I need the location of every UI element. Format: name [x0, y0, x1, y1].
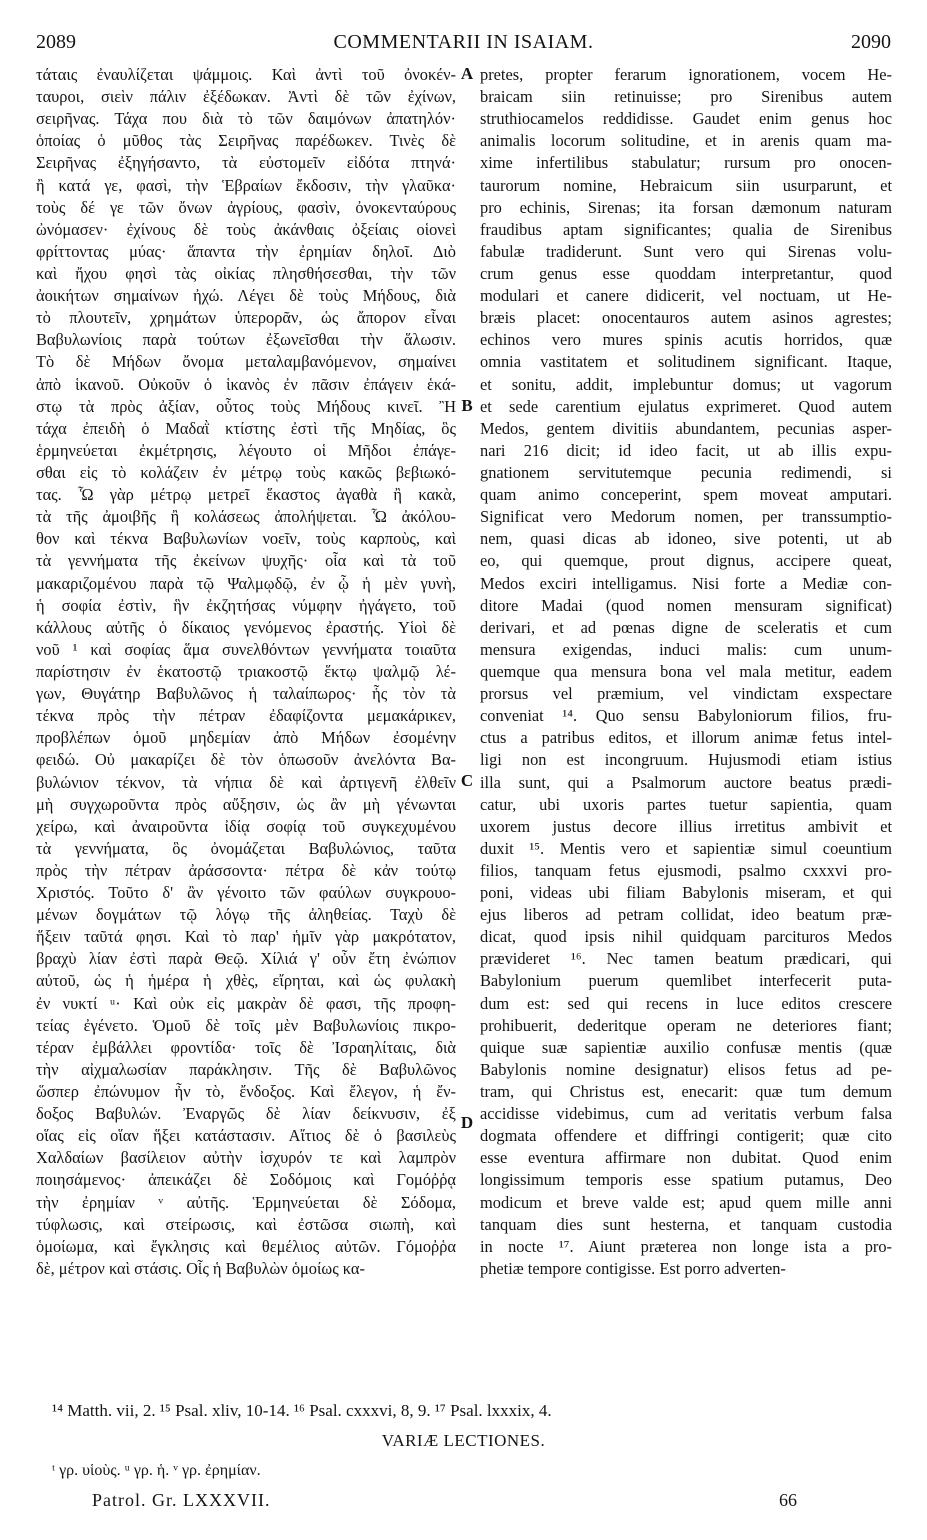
latin-text-line: esse eventura affirmare non dubitat. Quod enim [480, 1148, 892, 1168]
greek-text-line: τέκνα πρὸς τὴν πέτραν ἐδαφίζοντα μεμακάρικεν, [36, 706, 456, 726]
latin-text-line: et sede carentium ejulatus exprimeret. Quod autem [480, 396, 892, 416]
latin-text-line: phetiæ tempore contigisse. Est porro adverten- [480, 1258, 786, 1278]
greek-text-line: Βαβυλωνίοις παρὰ τούτων ἐξωνεῖσθαι τὴν ἅλωσιν. [36, 330, 456, 350]
greek-text-line: ἑρμηνεύεται ἐκμέτρησις, λέγουτο οἱ Μῆδοι ἐπάγε- [36, 440, 456, 460]
latin-text-line: quam animo conceperint, spem moveat amputari. [480, 485, 892, 505]
latin-text-line: poni, videas ubi filiam Babylonis miseram, et qui [480, 883, 892, 903]
greek-text-line: γων, Θυγάτηρ Βαβυλῶνος ἡ ταλαίπωρος· ἧς τὸν τὰ [36, 684, 456, 704]
sheet-number: 66 [779, 1490, 797, 1510]
latin-text-line: dum est: sed qui recens in luce editos crescere [480, 993, 892, 1013]
greek-text-line: ἥξειν ταῦτά φησι. Καὶ τὸ παρ' ἡμῖν γὰρ μακρότατον, [36, 927, 456, 947]
greek-text-line: μένων δογμάτων τῷ λόγῳ τῆς ἀληθείας. Ταχὺ δὲ [36, 905, 456, 925]
greek-text-line: τοὺς δέ γε τῶν ὄνων ἀγρίους, φασὶν, ὀνοκενταύρους [36, 197, 456, 217]
latin-text-line: uxorem justus decore illius irretitus ambivit et [480, 816, 892, 836]
latin-text-line: Significat vero Medorum nomen, per transsumptio- [480, 507, 892, 527]
greek-text-line: ταυροι, σιεὶν πάλιν ἐξέδωκαν. Ἀντὶ δὲ τῶν ἐχίνων, [36, 87, 456, 107]
latin-text-line: ligi non est incongruum. Hujusmodi etiam istius [480, 750, 892, 770]
latin-text-line: fraudibus aptam significantes; qualia de Sirenibus [480, 219, 892, 239]
latin-text-line: catur, ubi uxoris partes tuetur sapientia, quam [480, 794, 892, 814]
patrologia-signature: Patrol. Gr. LXXXVII. [92, 1490, 271, 1510]
greek-text-line: σθαι εἰς τὸ κολάζειν ἐν μέτρῳ τοὺς κακῶς βεβιωκό- [36, 462, 456, 482]
greek-text-line: τας. Ὧ γὰρ μέτρῳ μετρεῖ ἕκαστος ἀγαθὰ ἢ κακὰ, [36, 485, 456, 505]
greek-text-line: ἢ κατά γε, φασὶ, τὴν Ἑβραίων ἔκδοσιν, τὴν γλαῦκα· [36, 175, 456, 195]
latin-text-line: ditore Madai (quod nomen mensuram significat) [480, 595, 892, 615]
greek-text-line: βραχὺ λίαν ἐστὶ παρὰ Θεῷ. Χίλιά γ' οὖν ἔτη ἐνώπιον [36, 949, 456, 969]
greek-text-line: τὰ γεννήματα τῆς ἐκείνων ψυχῆς· οἷα καὶ τὰ τοῦ [36, 551, 456, 571]
greek-text-line: νοῦ ¹ καὶ σοφίας ἅμα συνελθόντων γεννήματα τοιαῦτα [36, 639, 456, 659]
latin-text-line: illa sunt, qui a Psalmorum auctore beatus prædi- [480, 772, 892, 792]
latin-column [480, 64, 892, 1280]
greek-text-line: σειρῆνας. Τάχα που διὰ τὸ τῶν δαιμόνων ἀπατηλόν· [36, 109, 456, 129]
running-title: COMMENTARII IN ISAIAM. [333, 31, 594, 53]
margin-marker-c: C [460, 771, 474, 790]
greek-text-line: χείρω, καὶ ἀναιροῦντα ἰδίᾳ σοφίᾳ τοῦ συγκεχυμένου [36, 816, 456, 836]
latin-text-line: modulari et canere didicerit, vel noctuam, ut He- [480, 286, 892, 306]
greek-text-line: τάχα ἐπειδὴ ὁ Μαδαῒ κτίστης ἐστὶ τῆς Μηδίας, ὃς [36, 418, 456, 438]
greek-text-line: δοξος Βαβυλών. Ἐναργῶς δὲ λίαν δείκνυσιν, ἐξ [36, 1104, 456, 1124]
latin-text-line: duxit ¹⁵. Mentis vero et sapientiæ simul coeuntium [480, 838, 892, 858]
greek-text-line: Χριστός. Τοῦτο δ' ἂν γένοιτο τῶν φαύλων συγκρουο- [36, 883, 456, 903]
latin-text-line: prorsus vel præmium, vel vindictam exspectare [480, 684, 892, 704]
greek-text-line: Χαλδαίων βασίλειον αὐτὴν ἰσχυρόν τε καὶ λαμπρὸν [36, 1148, 456, 1168]
latin-text-line: braicam siin retinuisse; pro Sirenibus autem [480, 87, 892, 107]
greek-text-line: τύφλωσις, καὶ στείρωσις, καὶ ἐστῶσα σιωπὴ, καὶ [36, 1214, 456, 1234]
page-number-left: 2089 [36, 31, 76, 53]
latin-text-line: mensura exigendas, induci malis: cum unum- [480, 639, 892, 659]
greek-text-line: μακαριζομένου παρὰ τῷ Ψαλμῳδῷ, ἐν ᾧ ἡ μὲν γυνὴ, [36, 573, 456, 593]
greek-text-line: ὠνόμασεν· ἐχίνους δὲ τοὺς ἀκάνθαις ὀξείαις οἱονεὶ [36, 219, 456, 239]
greek-text-line: οἵας εἰς οἵαν ἥξει κατάστασιν. Αἴτιος δὲ ὁ βασιλεὺς [36, 1126, 456, 1146]
greek-text-line: φρίττοντας μύας· ἅπαντα τὴν ἐρημίαν δηλοῖ. Διὸ [36, 241, 456, 261]
latin-text-line: Medos, gentem divitiis abundantem, pecunias asper- [480, 418, 892, 438]
greek-text-line: προβλέπων ὁμοῦ μηδεμίαν ἀπὸ Μήδων ἐσομένην [36, 728, 456, 748]
latin-text-line: tram, qui Christus est, enecarit: quæ tum demum [480, 1082, 892, 1102]
greek-text-line: ποιησάμενος· ἀπεικάζει δὲ Σοδόμοις καὶ Γομόῤῥᾳ [36, 1170, 456, 1190]
latin-text-line: prævideret ¹⁶. Nec tamen beatum prædicari, qui [480, 949, 892, 969]
latin-text-line: omnia vastitatem et solitudinem significant. Itaque, [480, 352, 892, 372]
footnotes: ¹⁴ Matth. vii, 2. ¹⁵ Psal. xliv, 10-14. ¹⁶ Psal. cxxxvi, 8, 9. ¹⁷ Psal. lxxxix, 4. [52, 1401, 552, 1420]
greek-text-line: κάλλους αὐτῆς ὁ δίκαιος γενόμενος ἐραστής. Υἱοὶ δὲ [36, 617, 456, 637]
greek-text-line: Τὸ δὲ Μήδων ὄνομα μεταλαμβανόμενον, σημαίνει [36, 352, 456, 372]
latin-text-line: filios, tanquam fetus ejusmodi, psalmo cxxxvi pro- [480, 860, 892, 880]
latin-text-line: pro echinis, Sirenas; ita forsan dæmonum naturam [480, 197, 892, 217]
latin-text-line: longissimum temporis esse spatium putamus, Deo [480, 1170, 892, 1190]
latin-text-line: pretes, propter ferarum ignorationem, vocem He- [480, 65, 892, 84]
greek-text-line: τὴν αἰχμαλωσίαν παράκλησιν. Τῆς δὲ Βαβυλῶνος [36, 1059, 456, 1079]
latin-text-line: nem, quasi dicas ab idoneo, sive potenti, ut ab [480, 529, 892, 549]
latin-text-line: struthiocamelos reddidisse. Gaudet enim genus hoc [480, 109, 892, 129]
latin-text-line: et sonitu, addit, implebuntur domus; ut vagorum [480, 374, 892, 394]
latin-text-line: dicat, quod ipsis nihil quidquam parcituros Medos [480, 927, 892, 947]
latin-text-line: gnationem servitutemque pecunia redimendi, si [480, 462, 892, 482]
greek-text-line: πρὸς τὴν πέτραν ἀράσσοντα· πέτρα δὲ κἀν τούτῳ [36, 860, 456, 880]
greek-text-line: τὰ γεννήματα, ὃς ὀνομάζεται Βαβυλώνιος, ταῦτα [36, 838, 456, 858]
latin-text-line: prohibuerit, dederitque operam ne deteriores fiant; [480, 1015, 892, 1035]
latin-text-line: animalis locorum solitudine, et in arenis quam ma- [480, 131, 892, 151]
latin-text-line: crum genus esse quoddam interpretantur, quod [480, 263, 892, 283]
greek-text-line: βυλώνιον τέκνον, τὰ νήπια δὲ καὶ ἀρτιγενῆ ἐλθεῖν [36, 772, 456, 792]
latin-text-line: in nocte ¹⁷. Aiunt præterea non longe ista a pro- [480, 1236, 892, 1256]
greek-text-line: ἐν νυκτί ᵘ· Καὶ οὐκ εἰς μακρὰν δὲ φασι, τῆς προφη- [36, 993, 456, 1013]
greek-text-line: ὥσπερ ἐπώνυμον ἦν τὸ, ἔνδοξος. Καὶ ἔλεγον, ἡ ἔν- [36, 1082, 456, 1102]
latin-text-line: taurorum nomine, Hebraicum siin usurparunt, et [480, 175, 892, 195]
latin-text-line: nari 216 dicit; id ideo facit, ut ab illis expu- [480, 440, 892, 460]
latin-text-line: tanquam dies sunt hesterna, et tanquam custodia [480, 1214, 892, 1234]
latin-text-line: ctus a patribus editos, et illorum animæ fetus intel- [480, 728, 892, 748]
latin-text-line: quique suæ sapientiæ auxilio confusæ mentis (quæ [480, 1037, 892, 1057]
greek-text-line: αὐτοῦ, ὡς ἡ ἡμέρα ἡ χθὲς, εἴρηται, καὶ ὡς φυλακὴ [36, 971, 456, 991]
latin-text-line: bræis placet: onocentauros autem asinos agrestes; [480, 308, 892, 328]
greek-text-line: δὲ, μέτρον καὶ στάσις. Οἷς ἡ Βαβυλὼν ὁμοίως κα- [36, 1258, 365, 1278]
latin-text-line: Medos exciri intelligamus. Nisi forte a Mediæ con- [480, 573, 892, 593]
greek-text-line: τὸ πλουτεῖν, χρημάτων ὑπερορᾶν, ὡς ἄπορον εἶναι [36, 308, 456, 328]
latin-text-line: echinos vero mures spinis acutis horridos, quæ [480, 330, 892, 350]
greek-text-line: ἡ σοφία ἐστὶν, ἣν ἐκζητήσας νύμφην ἠγάγετο, τοῦ [36, 595, 456, 615]
margin-marker-b: B [461, 396, 473, 415]
greek-text-line: καὶ ἤχου φησὶ τὰς οἰκίας πλησθήσεσθαι, τὴν τῶν [36, 263, 456, 283]
greek-text-line: ὁποίας ὁ μῦθος τὰς Σειρῆνας παρέδωκεν. Τινὲς δὲ [36, 131, 456, 151]
latin-text-line: accidisse videbimus, cum ad veritatis verbum falsa [480, 1104, 892, 1124]
latin-text-line: Babylonium puerum quemlibet interfecerit puta- [480, 971, 892, 991]
page-number-right: 2090 [851, 31, 891, 53]
margin-marker-a: A [460, 64, 474, 83]
margin-marker-d: D [460, 1113, 474, 1132]
latin-text-line: quemque qua mensura bona vel mala metitur, eadem [480, 661, 892, 681]
greek-text-line: ὁμοίωμα, καὶ ἔγκλησις καὶ θεμέλιος αὐτῶν. Γόμοῤῥα [36, 1236, 456, 1256]
latin-text-line: fabulæ tradiderunt. Sunt vero qui Sirenas volu- [480, 241, 892, 261]
greek-text-line: ἀοικήτων σημαίνων ἠχώ. Λέγει δὲ τοὺς Μήδους, διὰ [36, 286, 456, 306]
variae-lectiones-heading: VARIÆ LECTIONES. [381, 1431, 546, 1450]
latin-text-line: eo, qui quemque, prout dignus, accipere queat, [480, 551, 892, 571]
greek-text-line: τὰ τῆς ἀμοιβῆς ἢ κολάσεως ἀπολήψεται. Ὧ ἀκόλου- [36, 507, 456, 527]
greek-text-line: τέραν ἐμβάλλει φροντίδα· τοῖς δὲ Ἰσραηλίταις, διὰ [36, 1037, 456, 1057]
greek-text-line: Σειρῆνας ἐξηγήσαντο, τὰ εὐστομεῖν εἰδότα πτηνά· [36, 153, 456, 173]
latin-text-line: xime infertilibus stabulatur; rursum pro onocen- [480, 153, 892, 173]
greek-text-line: θον καὶ τέκνα Βαβυλωνίων νοεῖν, τοὺς καρποὺς, καὶ [36, 529, 456, 549]
greek-text-line: παρίστησιν ἐν ἑκατοστῷ τριακοστῷ ἕκτῳ ψαλμῷ λέ- [36, 661, 456, 681]
variae-lectiones-notes: ᵗ γρ. υἱοὺς. ᵘ γρ. ἡ. ᵛ γρ. ἐρημίαν. [52, 1462, 261, 1479]
greek-text-line: τείας ἐγένετο. Ὁμοῦ δὲ τοῖς μὲν Βαβυλωνίοις πικρο- [36, 1015, 456, 1035]
latin-text-line: derivari, et ad pœnas digne de sceleratis et cum [480, 617, 892, 637]
greek-text-line: στῳ τὰ πρὸς ἀξίαν, οὗτος τοὺς Μήδους κινεῖ. Ἢ [36, 396, 456, 416]
greek-text-line: ἀπὸ ἱκανοῦ. Οὐκοῦν ὁ ἱκανὸς ἐν πᾶσιν ἐπάγειν ἑκά- [36, 374, 456, 394]
latin-text-line: Babylonis nomine designatur) elisos fetus ad pe- [480, 1059, 892, 1079]
latin-text-line: dogmata offendere et diffringi contigerit; quæ cito [480, 1126, 892, 1146]
latin-text-line: conveniat ¹⁴. Quo sensu Babyloniorum filios, fru- [480, 706, 892, 726]
greek-text-line: φειδώ. Οὐ μακαρίζει δὲ τὸν ὁπωσοῦν ἀνελόντα Βα- [36, 750, 456, 770]
greek-column [36, 64, 456, 1280]
greek-text-line: τὴν ἐρημίαν ᵛ αὐτῆς. Ἑρμηνεύεται δὲ Σόδομα, [36, 1192, 456, 1212]
greek-text-line: τάταις ἐναυλίζεται ψάμμοις. Καὶ ἀντὶ τοῦ ὀνοκέν- [36, 65, 456, 84]
latin-text-line: ejus liberos ad petram collidat, ideo beatum præ- [480, 905, 892, 925]
latin-text-line: modicum et breve valde est; apud quem mille anni [480, 1192, 892, 1212]
greek-text-line: μὴ συγχωροῦντα πρὸς αὔξησιν, ὡς ἂν μὴ γένωνται [36, 794, 456, 814]
